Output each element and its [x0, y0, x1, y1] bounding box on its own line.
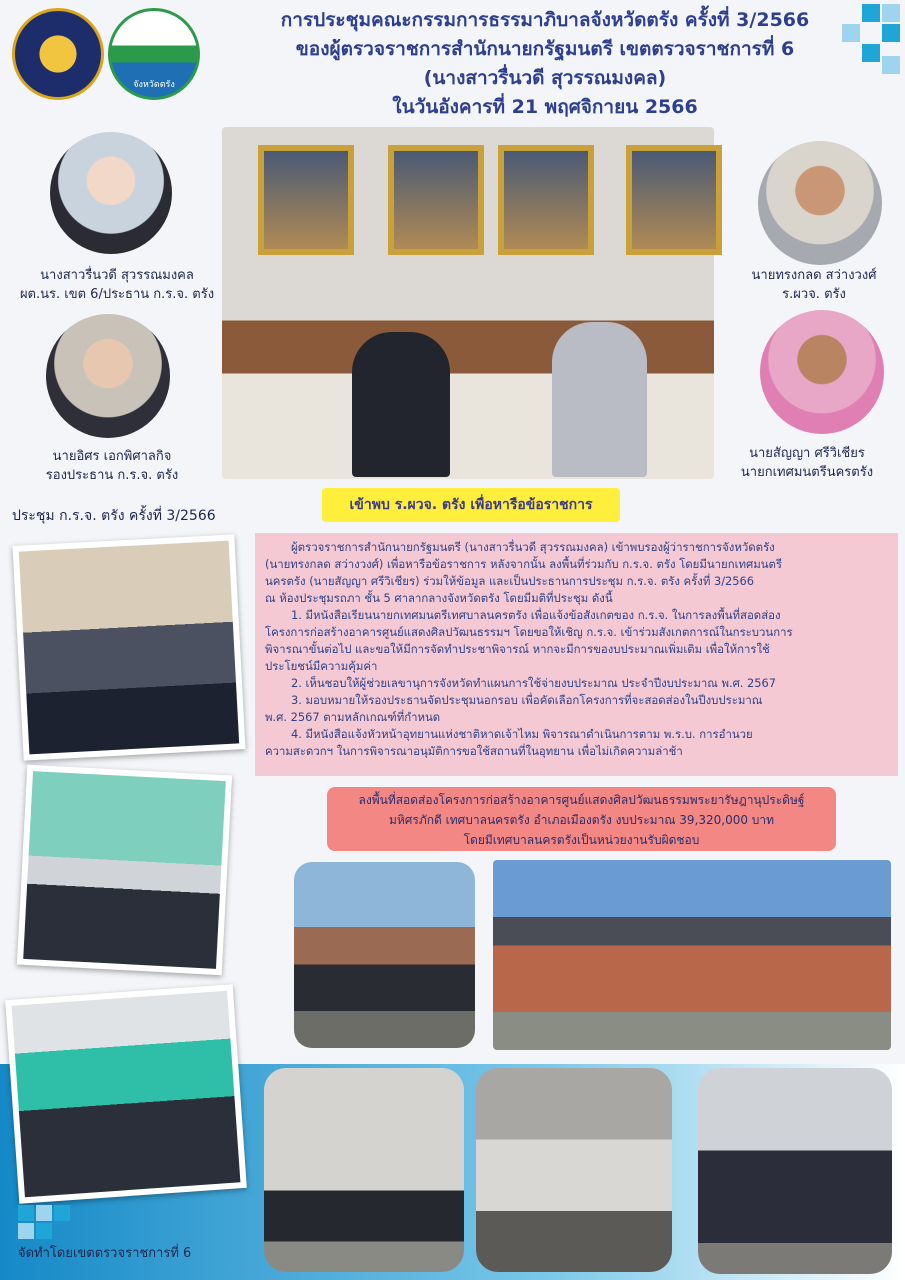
portrait-photo-1 [50, 132, 172, 254]
intro-line-4: ณ ห้องประชุมรถภา ชั้น 5 ศาลากลางจังหวัดตรัง โดยมีมติที่ประชุม ดังนี้ [265, 591, 613, 605]
resolution-1a: 1. มีหนังสือเรียนนายกเทศมนตรีเทศบาลนครตรัง เพื่อแจ้งข้อสังเกตของ ก.ร.จ. ในการลงพื้นที่สอดส่อง [291, 608, 781, 622]
seal-text: จังหวัดตรัง [133, 80, 175, 90]
resolution-1c: พิจารณาขั้นต่อไป และขอให้มีการจัดทำประชาพิจารณ์ หากจะมีการของบประมาณเพิ่มเติม เพื่อให้การใช้ [265, 642, 770, 656]
meeting-label: ประชุม ก.ร.จ. ตรัง ครั้งที่ 3/2566 [12, 508, 216, 524]
person-name: นายทรงกลด สว่างวงศ์ [751, 268, 877, 283]
resolution-1b: โครงการก่อสร้างอาคารศูนย์แสดงศิลปวัฒนธรรมฯ โดยขอให้เชิญ ก.ร.จ. เข้าร่วมสังเกตการณ์ในกระบวนการ [265, 625, 793, 639]
intro-line-1: ผู้ตรวจราชการสำนักนายกรัฐมนตรี (นางสาวรื่นวดี สุวรรณมงคล) เข้าพบรองผู้ว่าราชการจังหวัดตรัง [291, 540, 775, 554]
site-group-photo-1 [294, 862, 475, 1048]
person-role: รองประธาน ก.ร.จ. ตรัง [45, 468, 179, 483]
trang-province-seal-logo [108, 8, 200, 100]
person-role: ผต.นร. เขต 6/ประธาน ก.ร.จ. ตรัง [19, 287, 215, 302]
main-meeting-photo [222, 127, 714, 479]
government-seal-logo [12, 8, 104, 100]
caption-line-2: มหิศรภักดี เทศบาลนครตรัง อำเภอเมืองตรัง งบประมาณ 39,320,000 บาท [388, 813, 775, 827]
resolution-3a: 3. มอบหมายให้รองประธานจัดประชุมนอกรอบ เพื่อคัดเลือกโครงการที่จะสอดส่องในปีงบประมาณ [291, 693, 763, 707]
meeting-summary-text [255, 533, 898, 776]
pixel-decoration-bottom [18, 1205, 78, 1245]
person-label-4 [714, 444, 900, 482]
title-line-1: การประชุมคณะกรรมการธรรมาภิบาลจังหวัดตรัง ครั้งที่ 3/2566 [280, 9, 810, 31]
intro-line-2: (นายทรงกลด สว่างวงศ์) เพื่อหารือข้อราชการ หลังจากนั้น ลงพื้นที่ร่วมกับ ก.ร.จ. ตรัง โดยมีนายกเทศมนตรี [265, 557, 783, 571]
footer-credit: จัดทำโดยเขตตรวจราชการที่ 6 [18, 1246, 192, 1261]
site-visit-caption [327, 787, 836, 851]
meeting-photo-2 [17, 765, 232, 975]
page-title [215, 6, 875, 122]
site-inspection-photo [698, 1068, 892, 1274]
resolution-3b: พ.ศ. 2567 ตามหลักเกณฑ์ที่กำหนด [265, 710, 441, 724]
portrait-photo-3 [758, 141, 882, 265]
person-role: นายกเทศมนตรีนครตรัง [740, 465, 874, 480]
meeting-photo-3 [5, 984, 247, 1203]
portrait-photo-2 [46, 314, 170, 438]
person-name: นายสัญญา ศรีวิเชียร [749, 446, 865, 461]
intro-line-3: นครตรัง (นายสัญญา ศรีวิเชียร) ร่วมให้ข้อมูล และเป็นประธานการประชุม ก.ร.จ. ตรัง ครั้งที่ 3/2566 [265, 574, 755, 588]
person-name: นายอิศร เอกพิศาลกิจ [52, 449, 172, 464]
meeting-photo-1 [13, 534, 246, 760]
building-photo-1 [493, 860, 891, 1050]
person-role: ร.ผวจ. ตรัง [782, 287, 846, 302]
portrait-photo-4 [760, 310, 884, 434]
person-label-2 [14, 447, 210, 485]
title-line-4: ในวันอังคารที่ 21 พฤศจิกายน 2566 [392, 96, 698, 118]
caption-line-1: ลงพื้นที่สอดส่องโครงการก่อสร้างอาคารศูนย์แสดงศิลปวัฒนธรรมพระยารัษฎานุประดิษฐ์ [358, 793, 805, 807]
person-label-3 [724, 266, 904, 304]
building-interior-photo [476, 1068, 672, 1272]
site-group-photo-2 [264, 1068, 464, 1272]
resolution-1d: ประโยชน์มีความคุ้มค่า [265, 659, 378, 673]
caption-line-3: โดยมีเทศบาลนครตรังเป็นหน่วยงานรับผิดชอบ [463, 833, 700, 847]
person-name: นางสาวรื่นวดี สุวรรณมงคล [40, 268, 194, 283]
resolution-4b: ความสะดวกฯ ในการพิจารณาอนุมัติการขอใช้สถานที่ในอุทยาน เพื่อไม่เกิดความล่าช้า [265, 744, 683, 758]
title-line-3: (นางสาวรื่นวดี สุวรรณมงคล) [423, 67, 667, 89]
resolution-4a: 4. มีหนังสือแจ้งหัวหน้าอุทยานแห่งชาติหาดเจ้าไหม พิจารณาดำเนินการตาม พ.ร.บ. การอำนวย [291, 727, 753, 741]
visit-banner: เข้าพบ ร.ผวจ. ตรัง เพื่อหารือข้อราชการ [322, 488, 620, 522]
title-line-2: ของผู้ตรวจราชการสำนักนายกรัฐมนตรี เขตตรวจราชการที่ 6 [295, 38, 795, 60]
resolution-2: 2. เห็นชอบให้ผู้ช่วยเลขานุการจังหวัดทำแผนการใช้จ่ายงบประมาณ ประจำปีงบประมาณ พ.ศ. 2567 [291, 676, 777, 690]
person-label-1 [14, 266, 220, 304]
